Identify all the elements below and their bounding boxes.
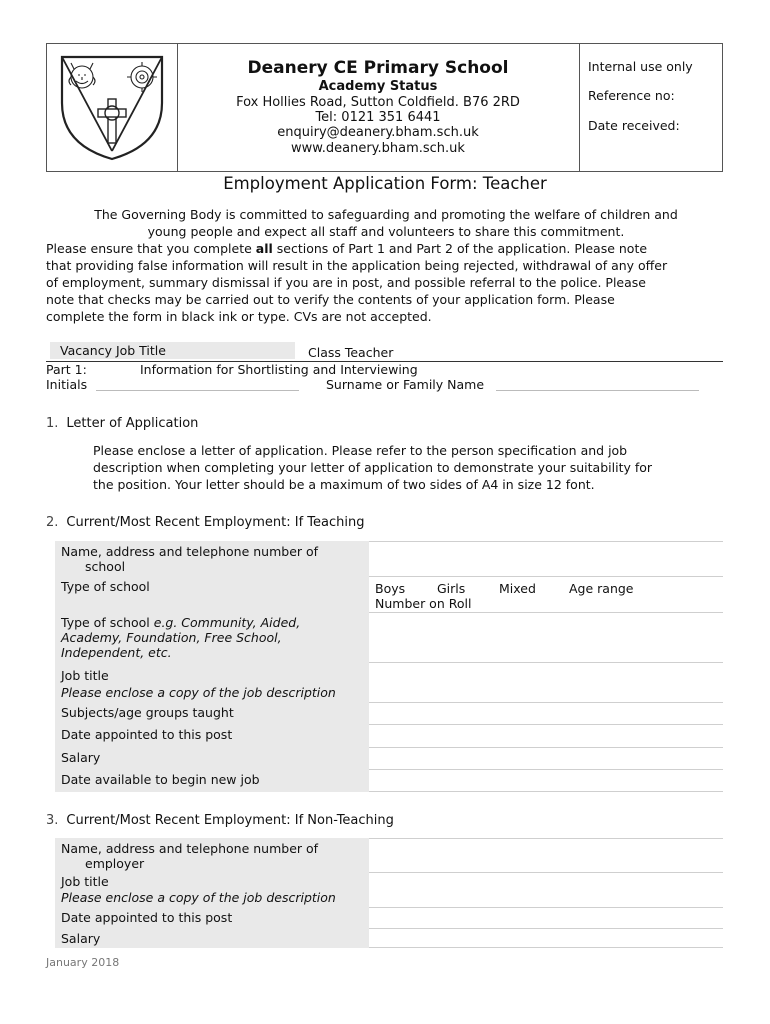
instructions-line-2: that providing false information will result in the application being rejected, withdrawal of any offer	[46, 258, 668, 273]
instructions-line-1: Please ensure that you complete all sections of Part 1 and Part 2 of the application. Please note	[46, 241, 648, 256]
nt-salary-label: Salary	[55, 928, 369, 948]
internal-use-cell	[579, 44, 723, 171]
table-row	[55, 769, 723, 792]
table-row	[55, 747, 723, 769]
surname-label: Surname or Family Name	[326, 377, 485, 392]
salary-field[interactable]	[369, 747, 723, 769]
job-title-label: Job title Please enclose a copy of the job description	[55, 662, 369, 702]
type-of-school-detail-label: Type of school e.g. Community, Aided, Academy, Foundation, Free School, Independent, etc.	[55, 612, 369, 662]
instructions-line-4: note that checks may be carried out to verify the contents of your application form. Please	[46, 292, 615, 307]
safeguarding-line-1: The Governing Body is committed to safeguarding and promoting the welfare of children and	[94, 207, 678, 222]
section3-table	[55, 838, 723, 948]
table-row	[55, 576, 723, 612]
surname-field[interactable]	[496, 390, 699, 391]
employer-name-address-label: Name, address and telephone number of employer	[55, 838, 369, 872]
header-box	[46, 43, 723, 172]
nt-date-appointed-label: Date appointed to this post	[55, 907, 369, 928]
initials-field[interactable]	[96, 390, 299, 391]
nt-job-title-field[interactable]	[369, 872, 723, 907]
salary-label: Salary	[55, 747, 369, 769]
school-email: enquiry@deanery.bham.sch.uk	[277, 125, 479, 140]
job-title-field[interactable]	[369, 662, 723, 702]
table-row	[55, 724, 723, 747]
school-address: Fox Hollies Road, Sutton Coldfield. B76 2RD	[236, 95, 520, 110]
school-telephone: Tel: 0121 351 6441	[315, 110, 441, 125]
girls-option[interactable]: Girls	[437, 581, 466, 596]
school-website: www.deanery.bham.sch.uk	[291, 141, 465, 156]
subjects-field[interactable]	[369, 702, 723, 724]
type-of-school-detail-field[interactable]	[369, 612, 723, 662]
section1-line-2: description when completing your letter of application to demonstrate your suitability for	[93, 460, 653, 475]
table-row	[55, 838, 723, 872]
section1-line-1: Please enclose a letter of application. Please refer to the person specification and job	[93, 443, 628, 458]
school-name: Deanery CE Primary School	[247, 58, 509, 78]
table-row	[55, 928, 723, 948]
table-row	[55, 702, 723, 724]
date-received-label: Date received:	[588, 118, 680, 133]
part1-title: Information for Shortlisting and Interviewing	[140, 362, 418, 377]
type-of-school-field[interactable]	[369, 576, 723, 612]
date-available-label: Date available to begin new job	[55, 769, 369, 792]
section1-line-3: the position. Your letter should be a maximum of two sides of A4 in size 12 font.	[93, 477, 595, 492]
instructions-line-3: of employment, summary dismissal if you are in post, and possible referral to the police. Please	[46, 275, 646, 290]
initials-label: Initials	[46, 377, 88, 392]
footer-date: January 2018	[46, 956, 120, 969]
type-of-school-label: Type of school	[55, 576, 369, 612]
section1-heading: 1. Letter of Application	[46, 416, 199, 431]
safeguarding-line-2: young people and expect all staff and volunteers to share this commitment.	[147, 224, 625, 239]
table-row	[55, 907, 723, 928]
table-row	[55, 662, 723, 702]
vacancy-job-title-label: Vacancy Job Title	[50, 342, 295, 359]
date-appointed-field[interactable]	[369, 724, 723, 747]
section3-heading: 3. Current/Most Recent Employment: If Non-Teaching	[46, 813, 394, 828]
reference-no-label: Reference no:	[588, 88, 675, 103]
section2-heading: 2. Current/Most Recent Employment: If Teaching	[46, 515, 365, 530]
nt-job-title-label: Job title Please enclose a copy of the job description	[55, 872, 369, 907]
date-available-field[interactable]	[369, 769, 723, 792]
table-row	[55, 541, 723, 576]
age-range-label: Age range	[569, 581, 634, 596]
crest-cell	[47, 44, 178, 171]
section2-table	[55, 541, 723, 793]
part1-label: Part 1:	[46, 362, 87, 377]
internal-use-label: Internal use only	[588, 59, 693, 74]
employer-name-address-field[interactable]	[369, 838, 723, 872]
name-address-field[interactable]	[369, 541, 723, 576]
subjects-label: Subjects/age groups taught	[55, 702, 369, 724]
number-on-roll-label: Number on Roll	[375, 596, 472, 611]
date-appointed-label: Date appointed to this post	[55, 724, 369, 747]
table-row	[55, 872, 723, 907]
nt-date-appointed-field[interactable]	[369, 907, 723, 928]
form-title: Employment Application Form: Teacher	[223, 174, 547, 193]
school-crest-icon	[56, 51, 168, 163]
vacancy-job-title-field[interactable]: Class Teacher	[308, 345, 394, 360]
mixed-option[interactable]: Mixed	[499, 581, 536, 596]
table-row	[55, 612, 723, 662]
boys-option[interactable]: Boys	[375, 581, 406, 596]
academy-status: Academy Status	[318, 79, 438, 94]
name-address-label: Name, address and telephone number of school	[55, 541, 369, 576]
nt-salary-field[interactable]	[369, 928, 723, 948]
instructions-line-5: complete the form in black ink or type. CVs are not accepted.	[46, 309, 432, 324]
